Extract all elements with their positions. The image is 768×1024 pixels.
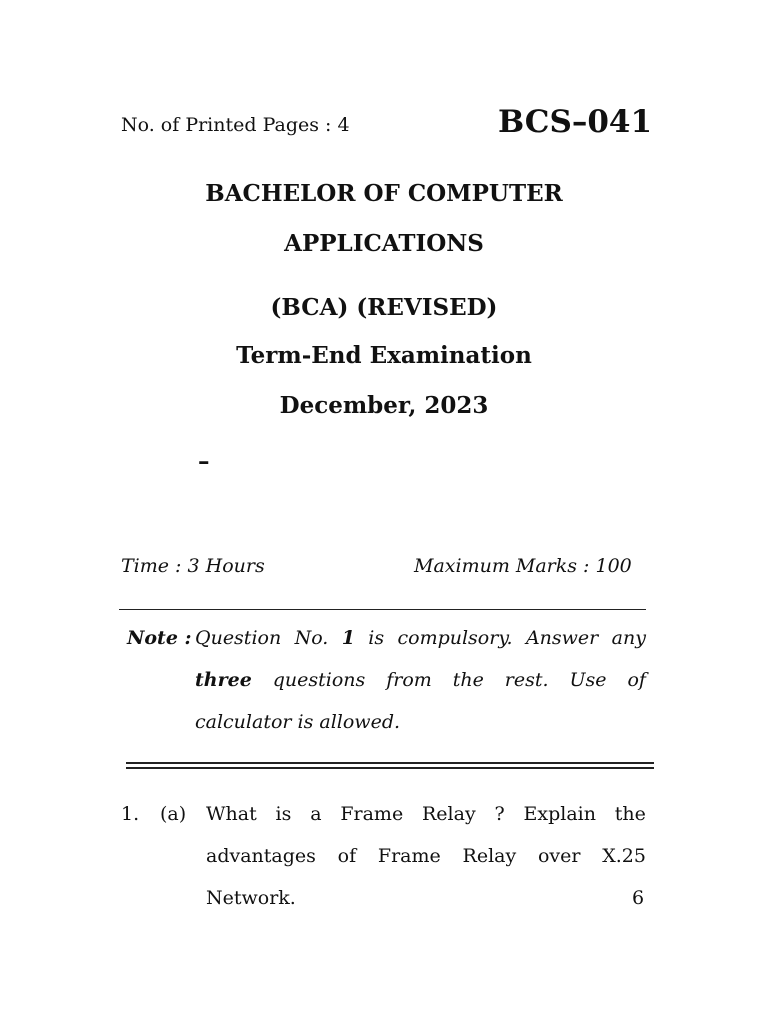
note-word: 1 [341, 627, 355, 649]
question-word: Relay [462, 845, 517, 867]
note-word: questions [272, 669, 366, 691]
printed-pages-count: No. of Printed Pages : 4 [121, 114, 350, 136]
question-word: a [310, 803, 322, 825]
question-word: What [206, 803, 257, 825]
question-word: Frame [340, 803, 404, 825]
note-word: three [195, 669, 252, 691]
dash-mark: – [198, 448, 210, 475]
note-word: Use [569, 669, 607, 691]
question-word: Explain [523, 803, 596, 825]
question-marks: 6 [632, 887, 645, 909]
note-word: Answer [525, 627, 599, 649]
note-word: No. [294, 627, 329, 649]
note-word: the [452, 669, 484, 691]
programme-title-line-1: BACHELOR OF COMPUTER [205, 180, 563, 207]
question-text-line-3: Network. [206, 887, 296, 909]
question-text-line-2 [206, 845, 646, 867]
note-line-3: calculator is allowed. [195, 711, 401, 733]
note-word: compulsory. [397, 627, 513, 649]
note-line-1 [195, 627, 646, 649]
note-word: is [368, 627, 385, 649]
note-word: of [627, 669, 646, 691]
question-number: 1. [121, 803, 140, 825]
maximum-marks: Maximum Marks : 100 [414, 555, 632, 577]
exam-name: Term-End Examination [236, 342, 532, 369]
question-text-line-1 [206, 803, 646, 825]
double-divider-line [126, 762, 654, 769]
note-word: Question [195, 627, 282, 649]
question-word: the [614, 803, 646, 825]
question-word: advantages [206, 845, 316, 867]
note-label: Note : [127, 627, 192, 649]
question-word: Relay [422, 803, 476, 825]
programme-subtitle: (BCA) (REVISED) [270, 294, 498, 321]
programme-title-line-2: APPLICATIONS [284, 230, 484, 257]
divider-line [119, 609, 646, 610]
course-code: BCS–041 [498, 104, 653, 140]
note-line-2 [195, 669, 646, 691]
question-word: is [275, 803, 292, 825]
note-word: any [611, 627, 646, 649]
question-word: X.25 [602, 845, 646, 867]
question-word: Frame [377, 845, 441, 867]
question-word: ? [494, 803, 505, 825]
question-word: of [337, 845, 357, 867]
exam-time: Time : 3 Hours [121, 555, 265, 577]
question-word: over [537, 845, 581, 867]
exam-date: December, 2023 [279, 392, 489, 419]
note-word: rest. [504, 669, 549, 691]
question-part-label: (a) [160, 803, 187, 825]
note-word: from [386, 669, 432, 691]
